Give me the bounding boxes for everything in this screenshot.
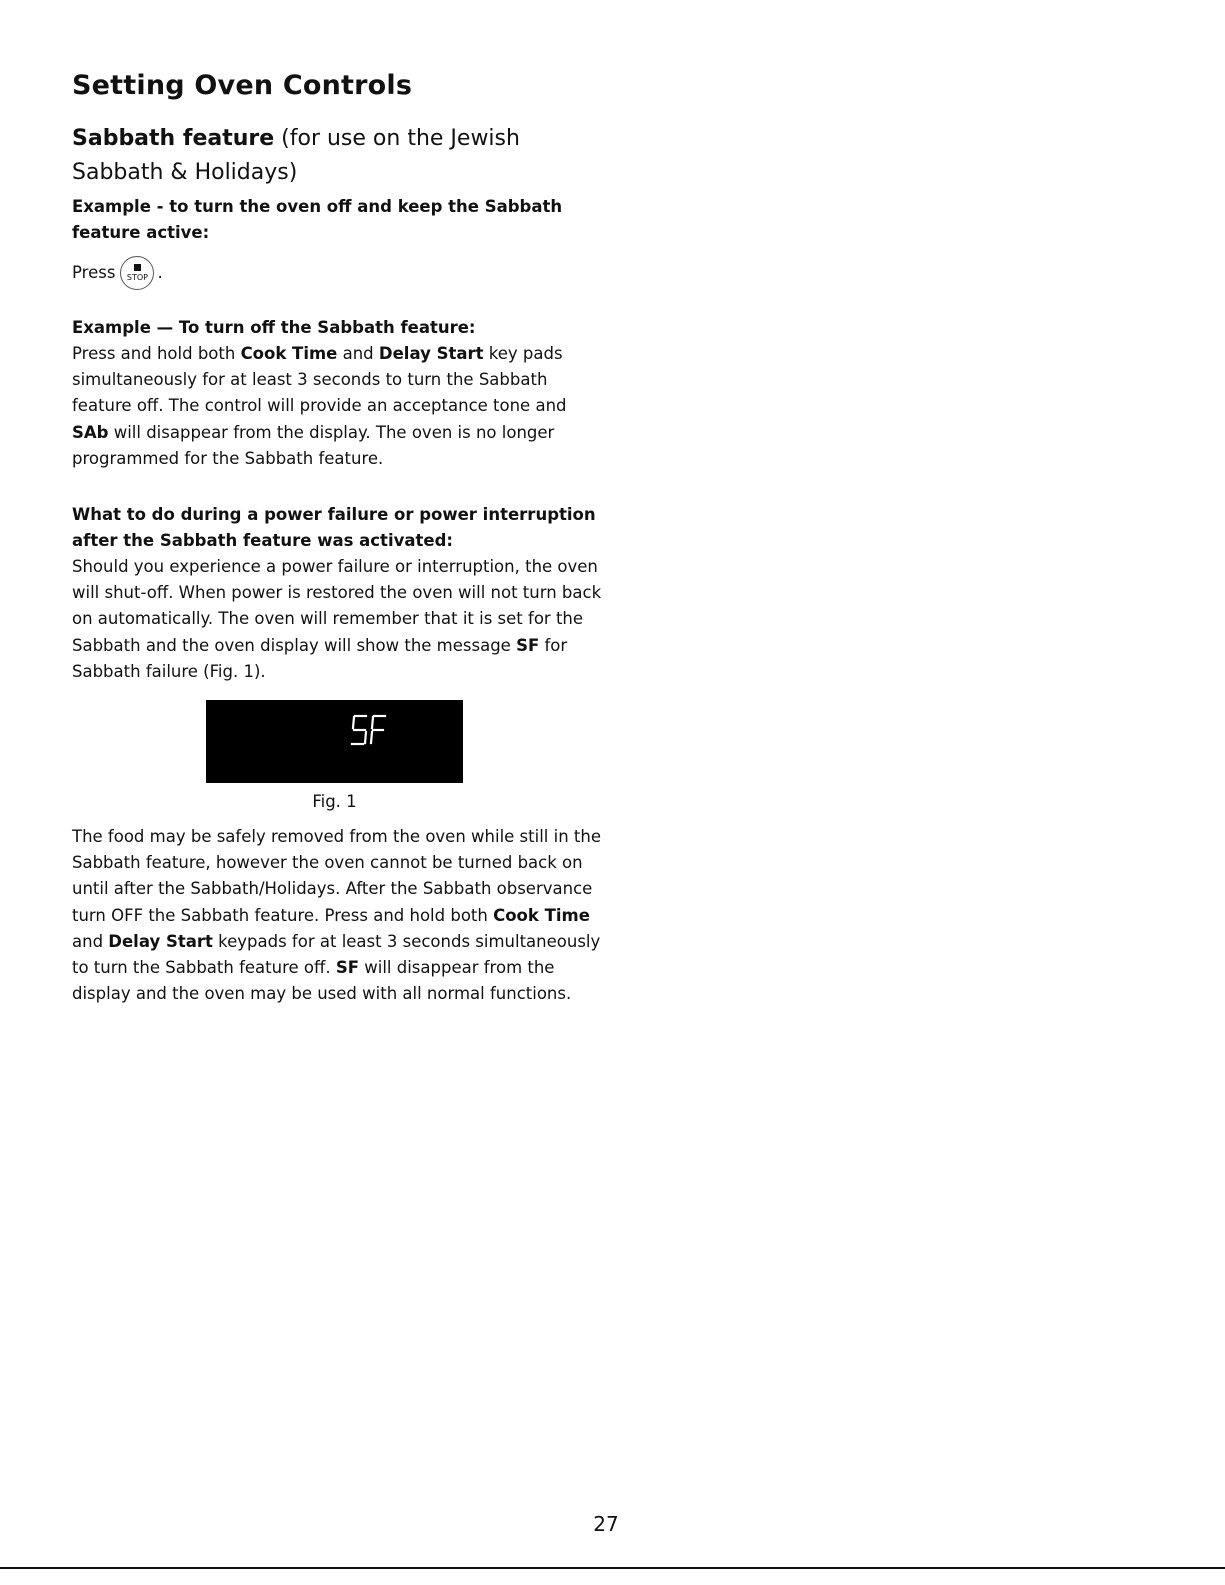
figure-caption: Fig. 1 [312, 792, 357, 811]
text-run: key pads simultaneously for at least 3 seconds to turn the Sabbath feature off. The control will provide an acceptance tone and [72, 344, 567, 416]
power-failure-body [72, 554, 602, 685]
stop-square-icon [134, 264, 141, 271]
closing-section [72, 824, 602, 1007]
power-failure-section [72, 502, 602, 685]
text-run: and [72, 931, 109, 951]
text-run: The food may be safely removed from the oven while still in the Sabbath feature, however the oven cannot be turned back on until after the Sabbath/Holidays. After the Sabbath observance turn OFF the Sabbath feature. Press and hold both [72, 827, 601, 925]
oven-display-figure [206, 700, 463, 783]
stop-key-label: STOP [126, 273, 148, 282]
stop-key-icon [120, 256, 154, 290]
text-run: Should you experience a power failure or interruption, the oven will shut-off. When power is restored the oven will not turn back on automatically. The oven will remember that it is set for the Sabbath and the oven display will show the message [72, 557, 602, 655]
display-code: SF [516, 635, 540, 655]
key-name: Delay Start [108, 931, 213, 951]
subtitle-bold: Sabbath feature [72, 126, 275, 151]
display-code: SAb [72, 422, 109, 442]
example-turn-off [72, 315, 602, 472]
page-title: Setting Oven Controls [72, 70, 413, 101]
seven-segment-display [206, 700, 463, 783]
key-name: Cook Time [240, 344, 338, 363]
text-run: will disappear from the display. The oven is no longer programmed for the Sabbath feature. [72, 422, 555, 468]
example2-heading: Example — To turn off the Sabbath feature: [72, 318, 476, 337]
example-keep-active [72, 194, 602, 246]
closing-body [72, 824, 602, 1007]
text-run: for Sabbath failure (Fig. 1). [72, 635, 568, 681]
section-subtitle [72, 122, 592, 190]
text-run: Press and hold both [72, 344, 241, 363]
subtitle-rest: (for use on the Jewish Sabbath & Holidays) [72, 126, 520, 185]
text-run: will disappear from the display and the oven may be used with all normal functions. [72, 958, 572, 1004]
press-stop-line [72, 256, 602, 290]
page-number: 27 [593, 1512, 619, 1536]
display-code: SF [335, 958, 359, 978]
bottom-rule [0, 1567, 1225, 1569]
power-failure-heading: What to do during a power failure or power interruption after the Sabbath feature was activated: [72, 505, 596, 550]
key-name: Delay Start [378, 344, 484, 363]
press-period: . [157, 263, 163, 282]
text-run: keypads for at least 3 seconds simultaneously to turn the Sabbath feature off. [72, 931, 601, 978]
example1-heading: Example - to turn the oven off and keep the Sabbath feature active: [72, 197, 563, 242]
press-word: Press [72, 263, 116, 282]
key-name: Cook Time [493, 905, 590, 925]
text-run: and [337, 344, 379, 363]
example2-body [72, 341, 602, 472]
